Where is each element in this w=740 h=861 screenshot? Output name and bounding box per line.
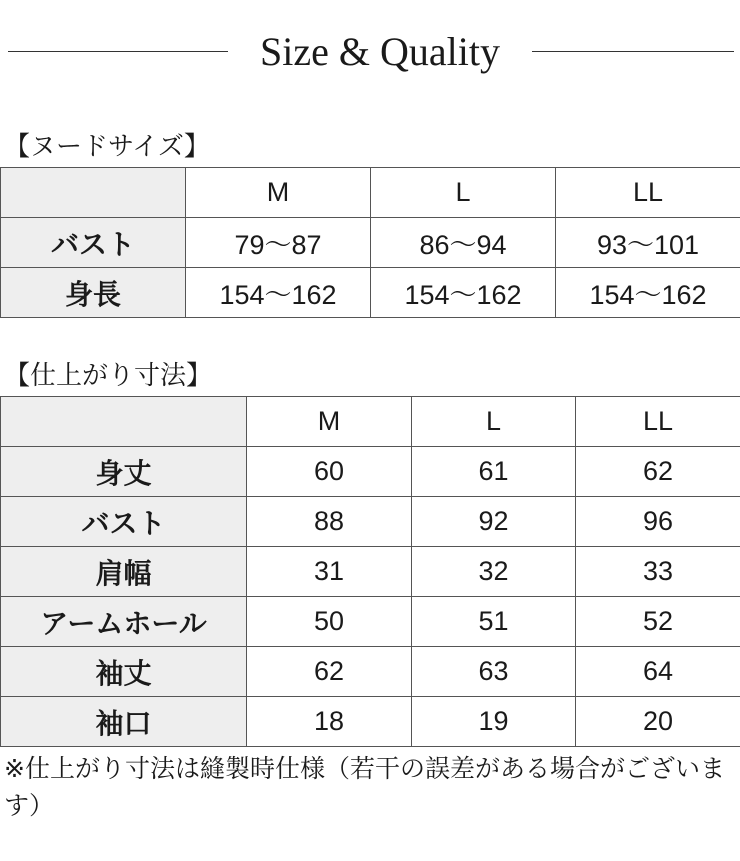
column-header-m: M <box>247 397 412 447</box>
table-cell: 20 <box>576 697 740 747</box>
column-header-ll: LL <box>576 397 740 447</box>
table-cell: 79〜87 <box>186 218 371 268</box>
table-header-row <box>1 397 740 447</box>
table-cell: 18 <box>247 697 412 747</box>
footnote: ※仕上がり寸法は縫製時仕様（若干の誤差がある場合がございます） <box>4 754 725 820</box>
table-cell: 32 <box>412 547 576 597</box>
table-row <box>1 447 740 497</box>
row-label: 肩幅 <box>1 547 247 597</box>
table-row <box>1 218 740 268</box>
table-cell: 60 <box>247 447 412 497</box>
table-row <box>1 597 740 647</box>
table-cell: 92 <box>412 497 576 547</box>
page-header <box>0 22 740 82</box>
table-cell: 63 <box>412 647 576 697</box>
table-cell: 86〜94 <box>371 218 556 268</box>
row-label: 袖丈 <box>1 647 247 697</box>
title-rule-left <box>8 51 228 52</box>
table-cell: 88 <box>247 497 412 547</box>
table-row <box>1 697 740 747</box>
table-cell: 154〜162 <box>186 268 371 318</box>
column-header-l: L <box>371 168 556 218</box>
table-row <box>1 647 740 697</box>
table-cell: 93〜101 <box>556 218 740 268</box>
table-cell: 62 <box>576 447 740 497</box>
row-label: バスト <box>1 218 186 268</box>
row-label: アームホール <box>1 597 247 647</box>
table-cell: 61 <box>412 447 576 497</box>
table-cell: 154〜162 <box>556 268 740 318</box>
finished-size-heading: 【仕上がり寸法】 <box>4 361 213 391</box>
table-cell: 51 <box>412 597 576 647</box>
table-cell: 64 <box>576 647 740 697</box>
table-row <box>1 268 740 318</box>
column-header-ll: LL <box>556 168 740 218</box>
table-cell: 33 <box>576 547 740 597</box>
finished-size-table <box>0 396 740 747</box>
table-row <box>1 547 740 597</box>
table-cell: 96 <box>576 497 740 547</box>
title-rule-right <box>532 51 734 52</box>
table-cell: 62 <box>247 647 412 697</box>
table-corner-cell <box>1 397 247 447</box>
table-cell: 52 <box>576 597 740 647</box>
table-corner-cell <box>1 168 186 218</box>
row-label: 袖口 <box>1 697 247 747</box>
row-label: 身丈 <box>1 447 247 497</box>
table-cell: 50 <box>247 597 412 647</box>
column-header-l: L <box>412 397 576 447</box>
table-header-row <box>1 168 740 218</box>
table-cell: 31 <box>247 547 412 597</box>
table-row <box>1 497 740 547</box>
nude-size-table <box>0 167 740 318</box>
table-cell: 154〜162 <box>371 268 556 318</box>
nude-size-heading: 【ヌードサイズ】 <box>4 132 210 162</box>
column-header-m: M <box>186 168 371 218</box>
row-label: 身長 <box>1 268 186 318</box>
table-cell: 19 <box>412 697 576 747</box>
row-label: バスト <box>1 497 247 547</box>
page-title: Size & Quality <box>260 29 500 74</box>
